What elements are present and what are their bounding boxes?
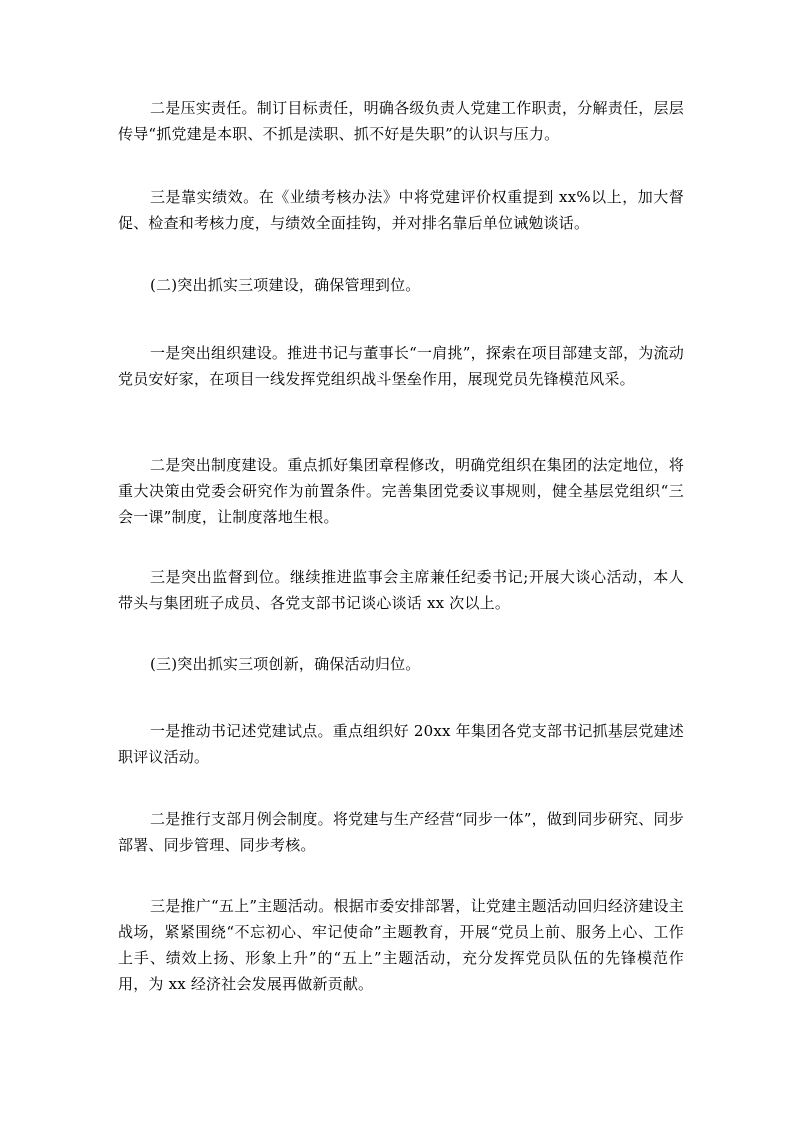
paragraph-system-construction: 二是突出制度建设。重点抓好集团章程修改，明确党组织在集团的法定地位，将重大决策由党委会研究作为前置条件。完善集团党委议事规则，健全基层党组织“三会一课”制度，让制度落地生根。 [118,456,684,526]
paragraph-five-up-activity: 三是推广“五上”主题活动。根据市委安排部署，让党建主题活动回归经济建设主战场，紧紧围绕“不忘初心、牢记使命”主题教育，开展“党员上前、服务上心、工作上手、绩效上扬、形象上升”的“五上”主题活动，充分发挥党员队伍的先锋模范作用，为 xx 经济社会发展再做新贡献。 [118,897,684,993]
paragraph-secretary-report: 一是推动书记述党建试点。重点组织好 20xx 年集团各党支部书记抓基层党建述职评议活动。 [118,722,684,766]
paragraph-monthly-meeting: 二是推行支部月例会制度。将党建与生产经营“同步一体”，做到同步研究、同步部署、同步管理、同步考核。 [118,810,684,854]
paragraph-responsibility: 二是压实责任。制订目标责任，明确各级负责人党建工作职责，分解责任，层层传导“抓党建是本职、不抓是渎职、抓不好是失职”的认识与压力。 [118,99,684,143]
paragraph-organization-construction: 一是突出组织建设。推进书记与董事长“一肩挑”，探索在项目部建支部，为流动党员安好家，在项目一线发挥党组织战斗堡垒作用，展现党员先锋模范风采。 [118,344,684,388]
section-heading-three-constructions: (二)突出抓实三项建设，确保管理到位。 [150,276,421,294]
section-heading-three-innovations: (三)突出抓实三项创新，确保活动归位。 [150,655,421,673]
paragraph-supervision: 三是突出监督到位。继续推进监事会主席兼任纪委书记;开展大谈心活动，本人带头与集团班子成员、各党支部书记谈心谈话 xx 次以上。 [118,568,684,612]
paragraph-performance: 三是靠实绩效。在《业绩考核办法》中将党建评价权重提到 xx%以上，加大督促、检查和考核力度，与绩效全面挂钩，并对排名靠后单位诫勉谈话。 [118,188,684,232]
